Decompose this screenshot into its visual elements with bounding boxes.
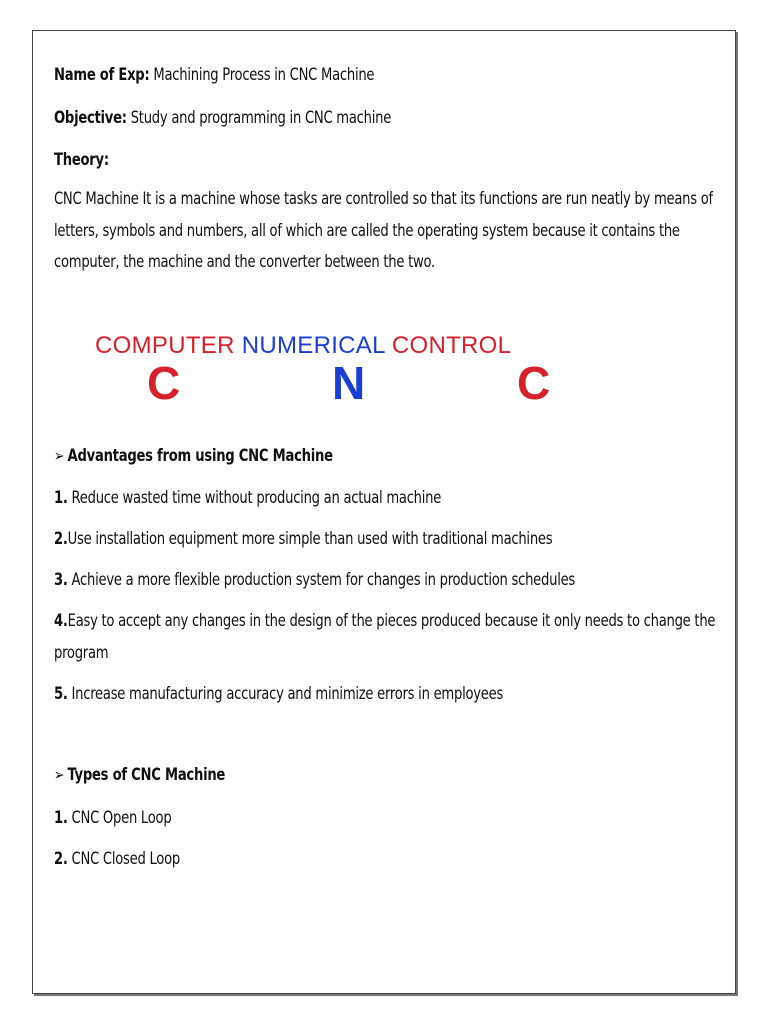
theory-paragraph: CNC Machine It is a machine whose tasks are controlled so that its functions are run neatly by means of letters, symbols and numbers, all of which are called the operating system because it contains the computer, the machine and the converter between the two.	[54, 189, 713, 272]
list-item	[54, 848, 180, 870]
cnc-logo-wordmark	[95, 332, 511, 360]
list-item	[54, 528, 552, 550]
types-heading-text: Types of CNC Machine	[67, 765, 226, 785]
list-item-number: 2.	[54, 529, 68, 549]
name-label: Name of Exp:	[54, 65, 150, 85]
list-item	[54, 605, 725, 669]
logo-letter-c2: C	[517, 357, 551, 409]
logo-letter-n: N	[332, 357, 366, 409]
types-heading	[54, 764, 225, 786]
list-item-number: 3.	[54, 570, 68, 590]
list-item-text: CNC Closed Loop	[67, 849, 180, 869]
cnc-logo	[95, 332, 615, 412]
list-item	[54, 487, 441, 509]
objective-value: Study and programming in CNC machine	[126, 108, 392, 128]
list-item-text: Increase manufacturing accuracy and minimize errors in employees	[67, 684, 504, 704]
list-item-text: Use installation equipment more simple than used with traditional machines	[67, 529, 553, 549]
advantages-heading-text: Advantages from using CNC Machine	[67, 446, 333, 466]
advantages-heading	[54, 445, 333, 467]
objective	[54, 107, 391, 129]
arrow-bullet-icon: ➢	[54, 446, 65, 465]
list-item-number: 2.	[54, 849, 68, 869]
logo-word-numerical: NUMERICAL	[241, 332, 385, 359]
list-item-text: Easy to accept any changes in the design of the pieces produced because it only needs to change the program	[54, 611, 716, 663]
list-item	[54, 683, 503, 705]
name-value: Machining Process in CNC Machine	[149, 65, 375, 85]
objective-label: Objective:	[54, 108, 127, 128]
logo-letter-c: C	[147, 357, 181, 409]
experiment-name	[54, 64, 374, 86]
arrow-bullet-icon: ➢	[54, 765, 65, 784]
theory-heading: Theory:	[54, 150, 109, 170]
list-item-text: Reduce wasted time without producing an actual machine	[67, 488, 442, 508]
list-item	[54, 807, 171, 829]
list-item-number: 4.	[54, 611, 68, 631]
list-item-number: 5.	[54, 684, 68, 704]
logo-word-computer: COMPUTER	[95, 332, 235, 359]
list-item-text: Achieve a more flexible production system for changes in production schedules	[67, 570, 576, 590]
list-item-text: CNC Open Loop	[67, 808, 172, 828]
list-item-number: 1.	[54, 488, 68, 508]
list-item	[54, 569, 575, 591]
list-item-number: 1.	[54, 808, 68, 828]
logo-word-control: CONTROL	[391, 332, 512, 359]
